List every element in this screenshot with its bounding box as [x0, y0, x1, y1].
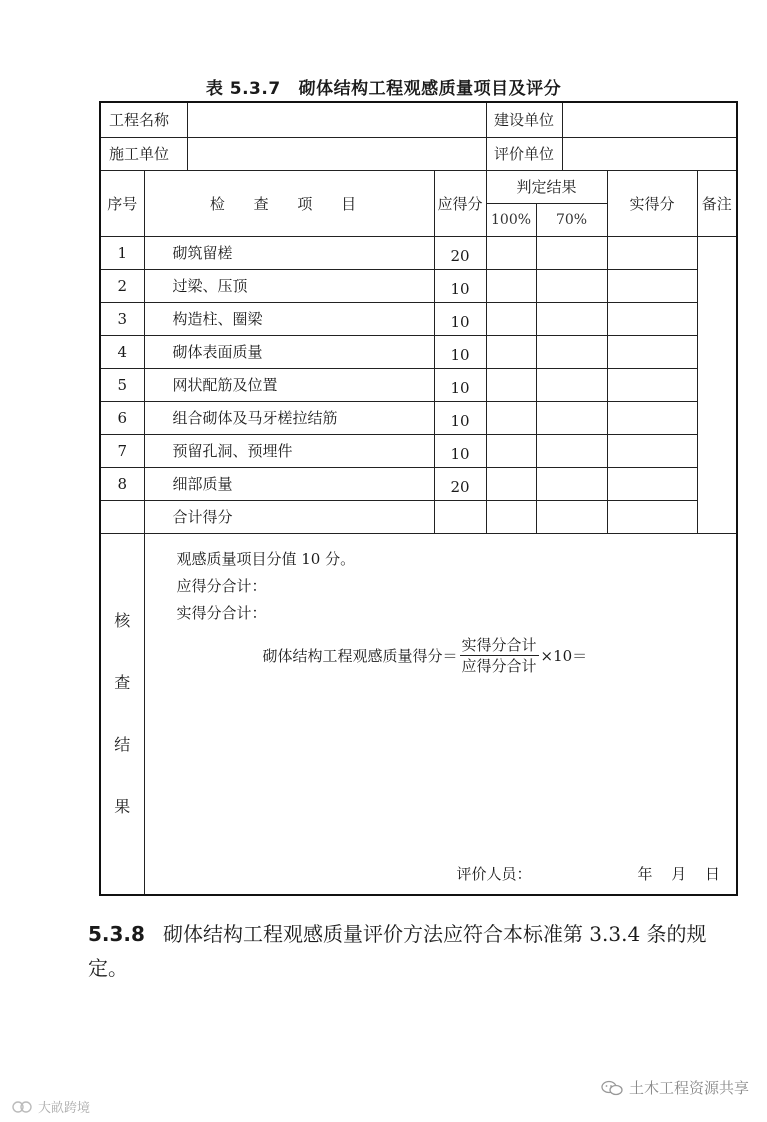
formula-suffix: ×10＝ — [540, 646, 588, 665]
check-result-char: 果 — [114, 796, 131, 816]
clause-paragraph — [88, 917, 728, 985]
formula-numerator: 实得分合计 — [461, 635, 537, 654]
watermark-right-text: 土木工程资源共享 — [628, 1079, 749, 1097]
builder-value[interactable] — [562, 102, 737, 137]
row-seq: 5 — [100, 368, 144, 401]
row-actual-cell[interactable] — [607, 434, 697, 467]
due-total-line: 应得分合计： — [176, 576, 267, 595]
clause-number: 5.3.8 — [88, 922, 145, 946]
row-score: 10 — [434, 434, 486, 467]
total-100-cell[interactable] — [486, 500, 536, 533]
row-seq: 3 — [100, 302, 144, 335]
formula-fraction — [460, 636, 539, 675]
table-row — [100, 302, 737, 335]
row-100-cell[interactable] — [486, 467, 536, 500]
row-actual-cell[interactable] — [607, 236, 697, 269]
table-row — [100, 269, 737, 302]
evaluation-table — [99, 101, 738, 896]
row-70-cell[interactable] — [536, 401, 607, 434]
builder-label: 建设单位 — [486, 102, 562, 137]
constructor-value[interactable] — [187, 137, 486, 170]
formula-denominator: 应得分合计 — [461, 656, 537, 675]
row-seq: 4 — [100, 335, 144, 368]
actual-total-line: 实得分合计： — [176, 603, 267, 622]
row-70-cell[interactable] — [536, 236, 607, 269]
seq-header: 序号 — [100, 170, 144, 236]
remarks-cell[interactable] — [697, 236, 737, 533]
row-seq: 1 — [100, 236, 144, 269]
row-100-cell[interactable] — [486, 302, 536, 335]
pct-70-header: 70% — [536, 203, 607, 236]
row-item: 网状配筋及位置 — [144, 368, 434, 401]
total-row — [100, 500, 737, 533]
row-100-cell[interactable] — [486, 434, 536, 467]
check-result-char: 查 — [114, 672, 131, 692]
check-result-row — [100, 533, 737, 895]
score-formula — [263, 636, 588, 675]
row-70-cell[interactable] — [536, 269, 607, 302]
row-70-cell[interactable] — [536, 302, 607, 335]
row-item: 砌体表面质量 — [144, 335, 434, 368]
table-title-text: 砌体结构工程观感质量项目及评分 — [298, 79, 562, 99]
judgement-header: 判定结果 — [486, 170, 607, 203]
row-100-cell[interactable] — [486, 401, 536, 434]
row-score: 10 — [434, 302, 486, 335]
row-100-cell[interactable] — [486, 335, 536, 368]
row-score: 10 — [434, 269, 486, 302]
pct-100-header: 100% — [486, 203, 536, 236]
table-row — [100, 236, 737, 269]
row-score: 20 — [434, 467, 486, 500]
row-seq: 8 — [100, 467, 144, 500]
total-seq-cell — [100, 500, 144, 533]
score-value-note: 观感质量项目分值 10 分。 — [176, 549, 356, 568]
evaluator-label: 评价人员： — [456, 865, 532, 883]
check-result-lines — [177, 546, 356, 627]
table-number: 表 5.3.7 — [205, 79, 281, 99]
row-item: 预留孔洞、预埋件 — [144, 434, 434, 467]
row-score: 10 — [434, 368, 486, 401]
date-label: 年 月 日 — [637, 865, 721, 883]
row-actual-cell[interactable] — [607, 368, 697, 401]
watermark-left-text: 大畝跨境 — [38, 1101, 91, 1116]
row-100-cell[interactable] — [486, 269, 536, 302]
row-score: 20 — [434, 236, 486, 269]
row-70-cell[interactable] — [536, 434, 607, 467]
table-row — [100, 335, 737, 368]
row-item: 细部质量 — [144, 467, 434, 500]
row-score: 10 — [434, 335, 486, 368]
row-actual-cell[interactable] — [607, 467, 697, 500]
row-seq: 6 — [100, 401, 144, 434]
total-due-cell[interactable] — [434, 500, 486, 533]
row-100-cell[interactable] — [486, 368, 536, 401]
formula-prefix: 砌体结构工程观感质量得分＝ — [262, 646, 458, 665]
watermark-right — [601, 1077, 749, 1098]
table-row — [100, 368, 737, 401]
row-actual-cell[interactable] — [607, 335, 697, 368]
row-70-cell[interactable] — [536, 467, 607, 500]
project-name-value[interactable] — [187, 102, 486, 137]
check-result-content[interactable] — [144, 533, 737, 895]
clause-text: 砌体结构工程观感质量评价方法应符合本标准第 3.3.4 条的规定。 — [88, 922, 707, 980]
constructor-label: 施工单位 — [100, 137, 187, 170]
row-score: 10 — [434, 401, 486, 434]
table-row — [100, 401, 737, 434]
wechat-icon — [601, 1080, 623, 1096]
evaluator-unit-value[interactable] — [562, 137, 737, 170]
item-header: 检 查 项 目 — [144, 170, 434, 236]
evaluator-unit-label: 评价单位 — [486, 137, 562, 170]
row-item: 构造柱、圈梁 — [144, 302, 434, 335]
row-70-cell[interactable] — [536, 368, 607, 401]
project-name-label: 工程名称 — [100, 102, 187, 137]
row-actual-cell[interactable] — [607, 401, 697, 434]
logo-icon — [12, 1099, 34, 1115]
row-seq: 7 — [100, 434, 144, 467]
row-actual-cell[interactable] — [607, 269, 697, 302]
due-score-header: 应得分 — [434, 170, 486, 236]
row-item: 过梁、压顶 — [144, 269, 434, 302]
row-actual-cell[interactable] — [607, 302, 697, 335]
total-label: 合计得分 — [144, 500, 434, 533]
row-70-cell[interactable] — [536, 335, 607, 368]
check-result-char: 结 — [114, 734, 131, 754]
table-row — [100, 434, 737, 467]
row-seq: 2 — [100, 269, 144, 302]
remarks-header: 备注 — [697, 170, 737, 236]
actual-score-header: 实得分 — [607, 170, 697, 236]
table-row — [100, 467, 737, 500]
row-item: 组合砌体及马牙槎拉结筋 — [144, 401, 434, 434]
check-result-char: 核 — [114, 610, 131, 630]
total-actual-cell[interactable] — [607, 500, 697, 533]
check-result-label — [100, 533, 144, 895]
watermark-left — [12, 1097, 90, 1116]
total-70-cell[interactable] — [536, 500, 607, 533]
table-title — [0, 74, 767, 99]
row-100-cell[interactable] — [486, 236, 536, 269]
row-item: 砌筑留槎 — [144, 236, 434, 269]
